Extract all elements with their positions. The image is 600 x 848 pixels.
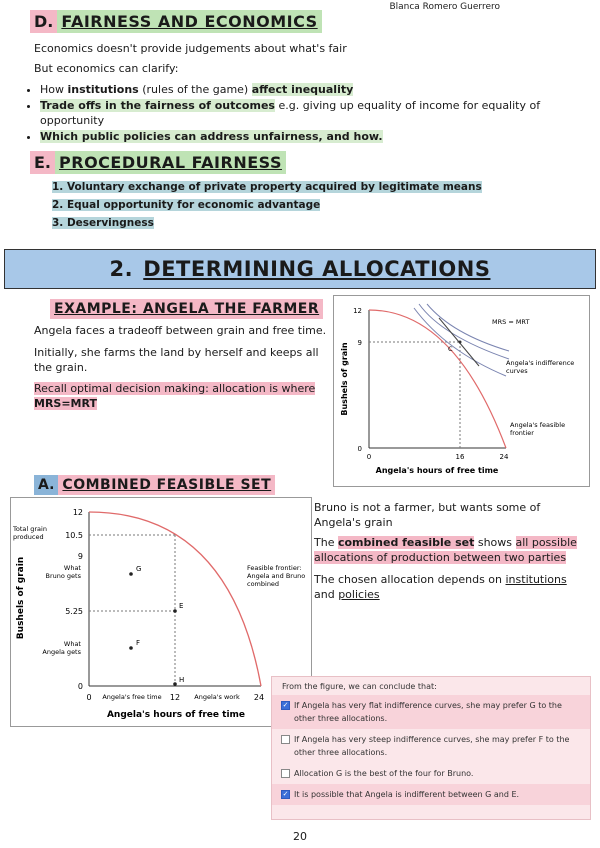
chart1-xtick-0: 0 (366, 453, 372, 461)
quiz-option-3[interactable]: Allocation G is the best of the four for Bruno. (272, 763, 590, 784)
checkbox-checked-icon[interactable]: ✓ (282, 790, 289, 798)
chart2-ytick-10-5: 10.5 (65, 531, 83, 540)
chart2-point-h (173, 682, 177, 686)
chart1-svg (334, 296, 589, 486)
chart2-xtick-12: 12 (169, 693, 181, 702)
angela-frontier-chart (333, 295, 590, 487)
chart2-label-h: H (179, 676, 185, 684)
section-a-heading (34, 474, 275, 493)
checkbox-empty-icon[interactable] (281, 769, 290, 778)
page-number: 20 (293, 830, 307, 843)
chart2-ytick-5-25: 5.25 (65, 607, 83, 616)
quiz-option-4[interactable]: ✓ It is possible that Angela is indifferent between G and E. (272, 784, 590, 805)
section-d-p2: But economics can clarify: (34, 62, 179, 75)
chart2-ytick-0: 0 (77, 682, 83, 691)
section-e-letter: E. (30, 151, 55, 174)
chart1-xtick-16: 16 (455, 453, 465, 461)
chart2-ytick-9: 9 (77, 552, 83, 561)
section-a-title: COMBINED FEASIBLE SET (58, 475, 275, 495)
chart2-label-f: F (136, 639, 141, 647)
chart2-ytick-12: 12 (72, 508, 83, 517)
chart2-label-g: G (136, 565, 142, 573)
chart2-label-e: E (179, 602, 184, 610)
chart1-xlabel: Angela's hours of free time (375, 466, 499, 475)
chart2-label-frontier: Feasible frontier: Angela and Bruno combined (247, 564, 306, 588)
chart2-point-f (129, 646, 133, 650)
chart1-label-indiff: Angela's indifference curves (506, 359, 575, 375)
example-p3: Recall optimal decision making: allocation is where MRS=MRT (34, 382, 316, 410)
chart2-label-work: Angela's work (194, 693, 240, 701)
checkbox-empty-icon[interactable] (281, 735, 290, 744)
section-d-heading (30, 12, 322, 31)
section-e-title: PROCEDURAL FAIRNESS (55, 151, 286, 174)
checkbox-checked-icon[interactable]: ✓ (282, 701, 289, 709)
section-e-heading (30, 153, 286, 172)
quiz-option-1[interactable]: ✓ If Angela has very flat indifference curves, she may prefer G to the other three allocations. (272, 695, 590, 729)
chart1-ylabel: Bushels of grain (340, 342, 349, 416)
chart1-label-c: C (448, 345, 453, 353)
quiz-option-2[interactable]: If Angela has very steep indifference curves, she may prefer F to the other three allocations. (272, 729, 590, 763)
combined-feasible-set-chart (10, 497, 312, 727)
chart2-ylabel: Bushels of grain (16, 556, 26, 640)
chart1-label-frontier: Angela's feasible frontier (510, 421, 566, 437)
chart2-label-total: Total grain produced (13, 525, 47, 541)
section-d-bullets (22, 82, 582, 145)
chart1-point-c (459, 341, 462, 344)
chart2-point-g (129, 572, 133, 576)
bullet-tradeoffs: • Trade offs in the fairness of outcomes e.g. giving up equality of income for equality of opportunity (40, 98, 582, 128)
right-p1: Bruno is not a farmer, but wants some of Angela's grain (314, 501, 541, 529)
example-p1: Angela faces a tradeoff between grain and free time. (34, 324, 327, 337)
quiz-panel (271, 676, 591, 820)
chart1-indiff-1 (419, 304, 509, 359)
chart1-frontier-curve (369, 310, 506, 448)
chart1-ytick-12: 12 (353, 307, 362, 315)
right-p3: The chosen allocation depends on institutions and policies (314, 573, 567, 601)
section-d-letter: D. (30, 10, 57, 33)
right-p2: The combined feasible set shows all possible allocations of production between two parties (314, 536, 577, 564)
bullet-policies: • Which public policies can address unfairness, and how. (40, 129, 582, 144)
example-title: EXAMPLE: ANGELA THE FARMER (50, 299, 323, 319)
section-banner (4, 249, 596, 289)
chart1-ytick-9: 9 (357, 339, 362, 347)
procedural-item-2: 2. Equal opportunity for economic advantage (52, 199, 321, 211)
quiz-question: From the figure, we can conclude that: (282, 682, 437, 691)
section-d-p1: Economics doesn't provide judgements about what's fair (34, 42, 347, 55)
bullet-institutions: • How institutions (rules of the game) affect inequality (40, 82, 582, 97)
author-name: Blanca Romero Guerrero (389, 2, 500, 12)
example-title-wrap (50, 298, 323, 317)
chart2-xtick-0: 0 (86, 693, 92, 702)
chart2-svg (11, 498, 311, 726)
chart1-ytick-0: 0 (357, 445, 362, 453)
banner-number: 2. (109, 257, 134, 281)
section-e-list (52, 181, 482, 235)
chart2-label-angela: What Angela gets (42, 640, 81, 656)
section-d-title: FAIRNESS AND ECONOMICS (57, 10, 321, 33)
chart2-label-freetime: Angela's free time (102, 693, 162, 701)
example-p2: Initially, she farms the land by herself and keeps all the grain. (34, 346, 319, 374)
chart2-label-bruno: What Bruno gets (45, 564, 81, 580)
chart2-xtick-24: 24 (253, 693, 265, 702)
chart1-xtick-24: 24 (499, 453, 509, 461)
banner-title: DETERMINING ALLOCATIONS (143, 257, 491, 281)
chart1-label-mrs: MRS = MRT (492, 318, 530, 326)
procedural-item-1: 1. Voluntary exchange of private property acquired by legitimate means (52, 181, 482, 193)
chart1-indiff-2 (427, 304, 509, 351)
chart2-point-e (173, 609, 177, 613)
chart2-xlabel: Angela's hours of free time (106, 710, 246, 720)
procedural-item-3: 3. Deservingness (52, 217, 154, 229)
section-a-letter: A. (34, 475, 58, 495)
